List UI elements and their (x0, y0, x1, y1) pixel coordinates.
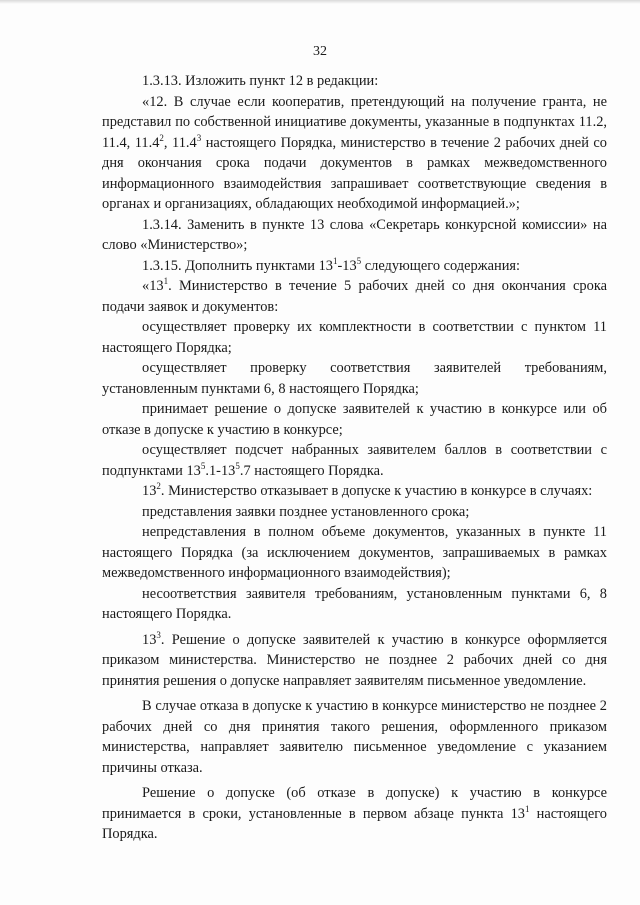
text-run: осуществляет подсчет набранных заявителем баллов в соответствии с подпунктами 13 (102, 442, 607, 479)
paragraph-p13 (102, 584, 607, 625)
text-run: .7 настоящего Порядка. (239, 462, 384, 479)
paragraph-p5 (102, 276, 607, 317)
text-run: 13 (142, 483, 157, 499)
text-run: «12. В случае если кооператив, претендующий на получение гранта, не представил по собственной инициативе документы, указанные в подпунктах 11.2, 11.4, 11.4 (102, 93, 607, 151)
text-run: несоответствия заявителя требованиям, установленным пунктами 6, 8 настоящего Порядка. (102, 585, 607, 622)
superscript: 1 (332, 255, 338, 266)
text-run: осуществляет проверку их комплектности в соответствии с пунктом 11 настоящего Порядка; (102, 319, 607, 356)
superscript: 3 (196, 132, 202, 143)
text-run: настоящего Порядка. (102, 805, 607, 842)
scan-edge (0, 0, 640, 4)
paragraph-p9 (102, 440, 607, 481)
text-run: . Министерство в течение 5 рабочих дней со дня окончания срока подачи заявок и документов: (102, 278, 607, 315)
paragraph-p2 (102, 92, 607, 215)
text-run: Решение о допуске (об отказе в допуске) к участию в конкурсе принимается в сроки, установленные в первом абзаце пункта 13 (102, 785, 607, 822)
text-run: настоящего Порядка, министерство в течение 2 рабочих дней со дня окончания срока подачи документов в рамках межведомственного информационного взаимодействия запрашивает соответствующие сведения в органах и организациях, обладающих необходимой информацией.»; (102, 134, 607, 212)
paragraph-p7 (102, 358, 607, 399)
paragraph-p8 (102, 399, 607, 440)
text-run: непредставления в полном объеме документов, указанных в пункте 11 настоящего Порядка (за исключением документов, запрашиваемых в рамках межведомственного информационного взаимодействия); (102, 524, 607, 581)
superscript: 2 (159, 132, 164, 143)
text-run: . Решение о допуске заявителей к участию в конкурсе оформляется приказом министерства. Министерство не позднее 2 рабочих дней со дня принятия решения о допуске направляет заявителям письменное уведомление. (102, 631, 607, 689)
paragraph-p6 (102, 317, 607, 358)
paragraph-p10 (102, 481, 607, 502)
text-run: В случае отказа в допуске к участию в конкурсе министерство не позднее 2 рабочих дней со дня принятия такого решения, оформленного приказом министерства, направляет заявителю письменное уведомление с указанием причины отказа. (102, 698, 607, 776)
paragraph-p15 (102, 696, 607, 778)
text-run: 1.3.14. Заменить в пункте 13 слова «Секретарь конкурсной комиссии» на слово «Министерство»; (102, 216, 607, 253)
paragraph-p1 (102, 71, 607, 92)
text-run: 1.3.13. Изложить пункт 12 в редакции: (142, 73, 379, 89)
paragraph-p11 (102, 502, 607, 523)
superscript: 1 (524, 803, 530, 814)
paragraph-p4 (102, 256, 607, 277)
page-number: 32 (313, 44, 327, 59)
paragraph-p14 (102, 630, 607, 692)
text-run: принимает решение о допуске заявителей к участию в конкурсе или об отказе в допуске к участию в конкурсе; (102, 401, 607, 438)
text-run: следующего содержания: (361, 257, 521, 274)
superscript: 1 (163, 276, 169, 287)
paragraph-p16 (102, 783, 607, 845)
text-run: -13 (337, 257, 357, 274)
superscript: 2 (156, 481, 161, 492)
superscript: 5 (235, 460, 240, 471)
text-run: 1.3.15. Дополнить пунктами 13 (142, 257, 333, 274)
text-run: «13 (142, 278, 164, 294)
text-run: представления заявки позднее установленного срока; (142, 503, 470, 520)
paragraph-p12 (102, 522, 607, 584)
document-body (102, 71, 607, 845)
text-run: , 11.4 (163, 134, 197, 151)
text-run: осуществляет проверку соответствия заявителей требованиям, установленным пунктами 6, 8 настоящего Порядка; (102, 360, 607, 397)
paragraph-p3 (102, 215, 607, 256)
superscript: 3 (156, 629, 161, 640)
text-run: .1-13 (205, 462, 236, 479)
text-run: . Министерство отказывает в допуске к участию в конкурсе в случаях: (160, 483, 593, 499)
superscript: 5 (200, 460, 206, 471)
superscript: 5 (356, 255, 362, 266)
text-run: 13 (142, 631, 157, 648)
